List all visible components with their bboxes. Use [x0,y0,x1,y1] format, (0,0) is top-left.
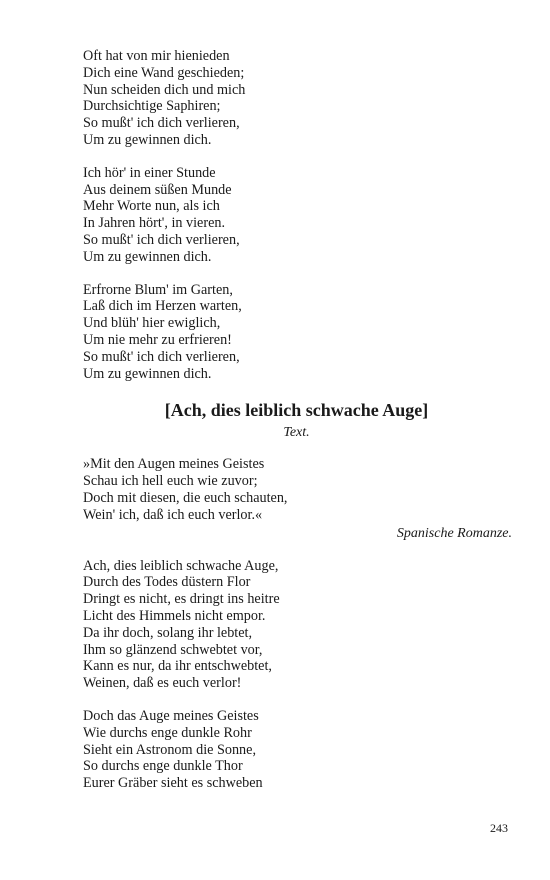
verse-line: So mußt' ich dich verlieren, [83,231,240,248]
motto-source: Spanische Romanze. [396,525,512,541]
page-number: 243 [490,821,508,835]
verse-line: Doch das Auge meines Geistes [83,707,259,724]
stanza [83,558,508,692]
verse-line: Nun scheiden dich und mich [83,81,246,98]
verse-line: Dich eine Wand geschieden; [83,64,245,81]
stanza [83,165,508,266]
verse-line: Licht des Himmels nicht empor. [83,607,266,624]
verse-line: Um zu gewinnen dich. [83,131,212,148]
verse-line: Da ihr doch, solang ihr lebtet, [83,624,253,641]
verse-line: Ach, dies leiblich schwache Auge, [83,557,279,574]
verse-line: Dringt es nicht, es dringt ins heitre [83,591,280,608]
motto-line: »Mit den Augen meines Geistes [83,456,265,473]
verse-line: Laß dich im Herzen warten, [83,298,242,315]
motto-line: Doch mit diesen, die euch schauten, [83,489,288,506]
verse-line: Um zu gewinnen dich. [83,365,212,382]
motto-line: Wein' ich, daß ich euch verlor.« [83,506,263,523]
verse-line: Mehr Worte nun, als ich [83,198,220,215]
verse-line: So durchs enge dunkle Thor [83,758,243,775]
stanza [83,48,508,149]
verse-line: Wie durchs enge dunkle Rohr [83,724,252,741]
verse-line: Sieht ein Astronom die Sonne, [83,741,256,758]
verse-line: Weinen, daß es euch verlor! [83,675,242,692]
verse-line: Durchsichtige Saphiren; [83,98,221,115]
page-content [83,48,512,808]
verse-line: Und blüh' hier ewiglich, [83,315,221,332]
verse-line: Kann es nur, da ihr entschwebtet, [83,658,272,675]
stanza [83,708,508,792]
verse-line: Aus deinem süßen Munde [83,181,232,198]
verse-line: In Jahren hört', in vieren. [83,215,226,232]
motto [83,456,508,523]
poem-subtitle: Text. [283,425,310,441]
poem-2 [83,398,512,792]
verse-line: So mußt' ich dich verlieren, [83,348,240,365]
verse-line: Durch des Todes düstern Flor [83,574,251,591]
verse-line: Ihm so glänzend schwebtet vor, [83,641,263,658]
verse-line: Ich hör' in einer Stunde [83,164,216,181]
poem-title: [Ach, dies leiblich schwache Auge] [164,400,429,421]
verse-line: Eurer Gräber sieht es schweben [83,775,263,792]
stanza [83,282,508,383]
verse-line: So mußt' ich dich verlieren, [83,115,240,132]
verse-line: Erfrorne Blum' im Garten, [83,281,233,298]
verse-line: Um nie mehr zu erfrieren! [83,331,232,348]
poem-1 [83,48,508,382]
motto-line: Schau ich hell euch wie zuvor; [83,473,258,490]
verse-line: Um zu gewinnen dich. [83,248,212,265]
verse-line: Oft hat von mir hienieden [83,48,230,64]
